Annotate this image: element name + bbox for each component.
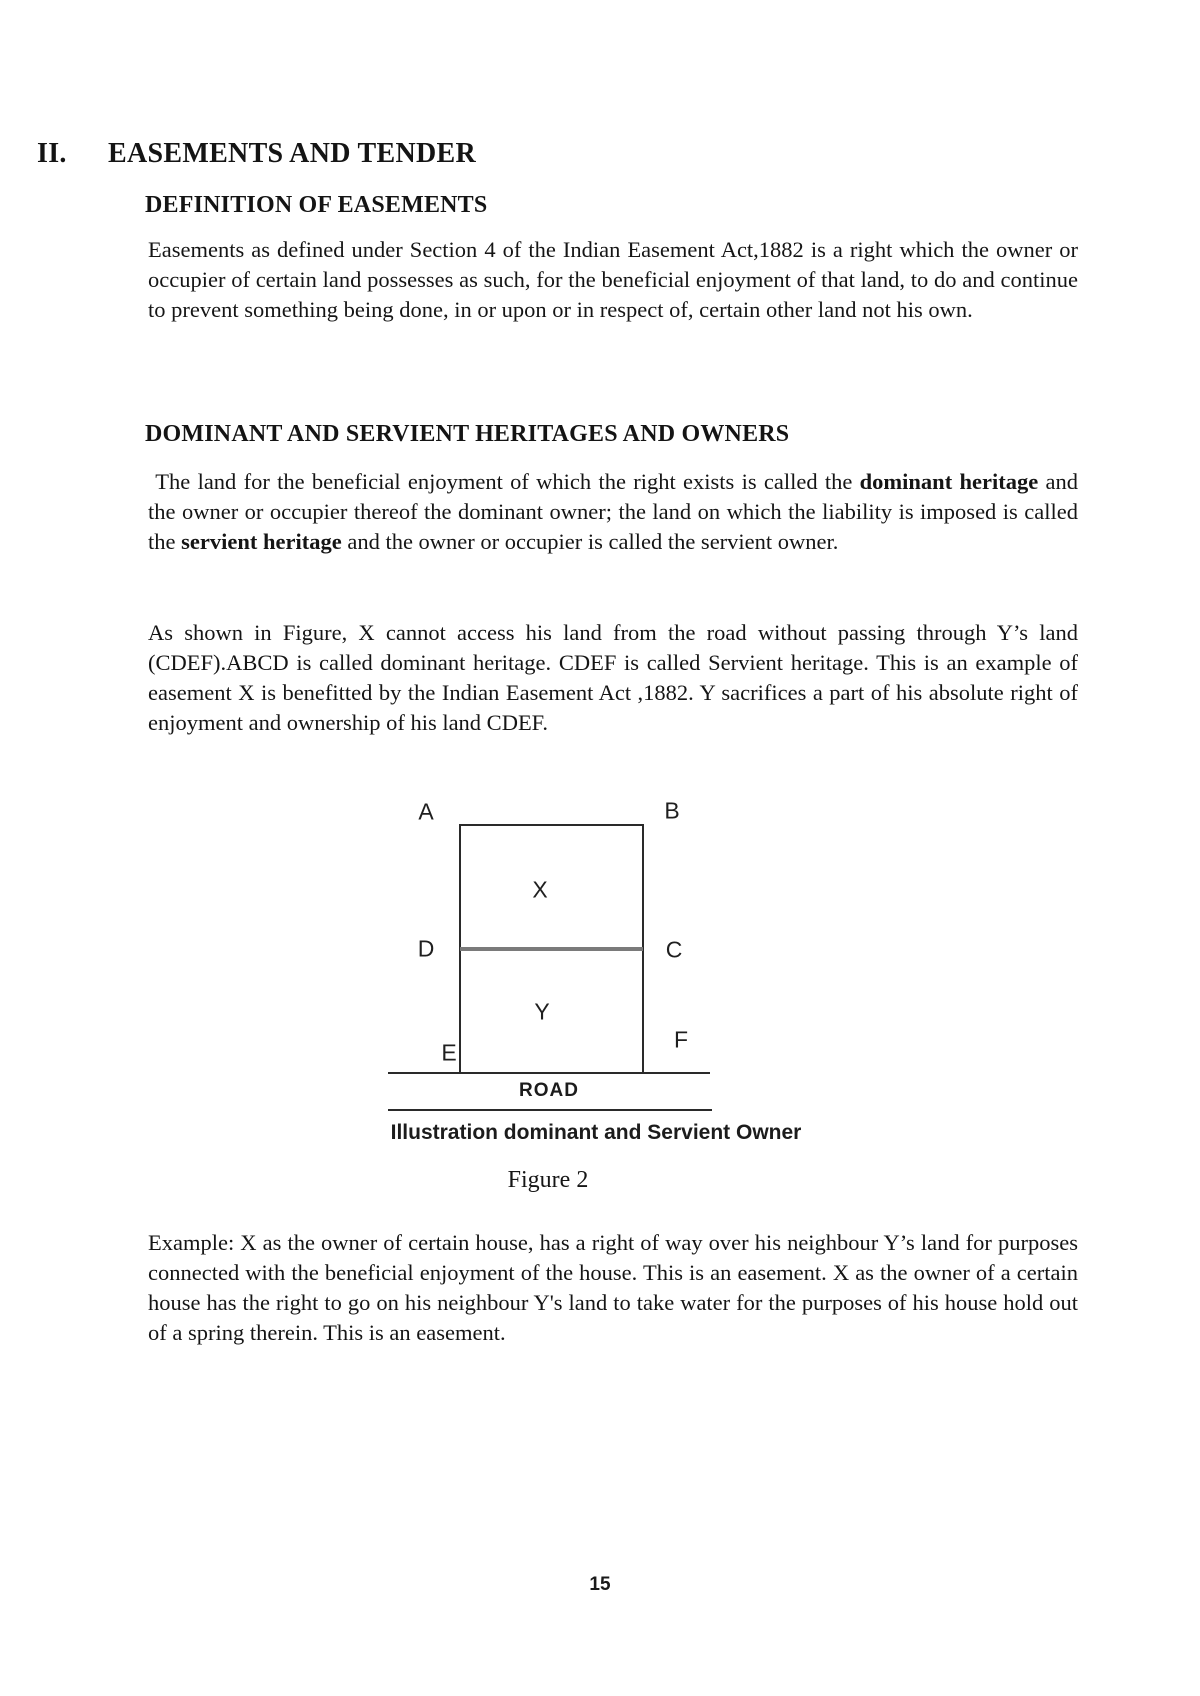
dominant-paragraph [148,467,1078,557]
section-numeral: II. [37,138,67,169]
corner-label-d: D [417,935,435,962]
road-label: ROAD [519,1080,579,1101]
dominant-heritage-bold: dominant heritage [859,469,1039,494]
section-title: EASEMENTS AND TENDER [108,138,477,169]
corner-label-a: A [418,798,434,825]
dominant-heading: DOMINANT AND SERVIENT HERITAGES AND OWNERS [145,421,790,447]
page-number: 15 [589,1574,611,1595]
corner-label-e: E [441,1039,457,1066]
road-top-line [388,1072,710,1074]
dominant-text-2: and the owner or occupier thereof the dominant owner; the land on which the liability is imposed is called the [148,469,1078,554]
servient-heritage-bold: servient heritage [181,529,342,554]
plot-owner-x-label: X [532,876,548,903]
figure-caption: Illustration dominant and Servient Owner [390,1121,802,1144]
section-heading [37,138,476,170]
corner-label-b: B [664,797,680,824]
figure-intro-paragraph: As shown in Figure, X cannot access his land from the road without passing through Y’s land (CDEF).ABCD is called dominant heritage. CDEF is called Servient heritage. This is an example of easement X is benefitted by the Indian Easement Act ,1882. Y sacrifices a part of his absolute right of enjoyment and ownership of his land CDEF. [148,620,1078,735]
figure-number-label: Figure 2 [507,1167,589,1193]
road-bottom-line [388,1109,712,1111]
plot-divider-line [460,947,643,951]
dominant-text-3: and the owner or occupier is called the servient owner. [341,529,839,554]
corner-label-c: C [665,936,683,963]
dominant-text-1: The land for the beneficial enjoyment of which the right exists is called the [148,469,860,494]
example-paragraph: Example: X as the owner of certain house, has a right of way over his neighbour Y’s land for purposes connected with the beneficial enjoyment of the house. This is an easement. X as the owner of a certain house has the right to go on his neighbour Y's land to take water for the purposes of his house hold out of a spring therein. This is an easement. [148,1230,1078,1345]
plot-owner-y-label: Y [534,998,550,1025]
corner-label-f: F [673,1026,689,1053]
definition-paragraph: Easements as defined under Section 4 of the Indian Easement Act,1882 is a right which the owner or occupier of certain land possesses as such, for the beneficial enjoyment of that land, to do and continue to prevent something being done, in or upon or in respect of, certain other land not his own. [148,237,1078,322]
definition-heading: DEFINITION OF EASEMENTS [145,192,488,218]
